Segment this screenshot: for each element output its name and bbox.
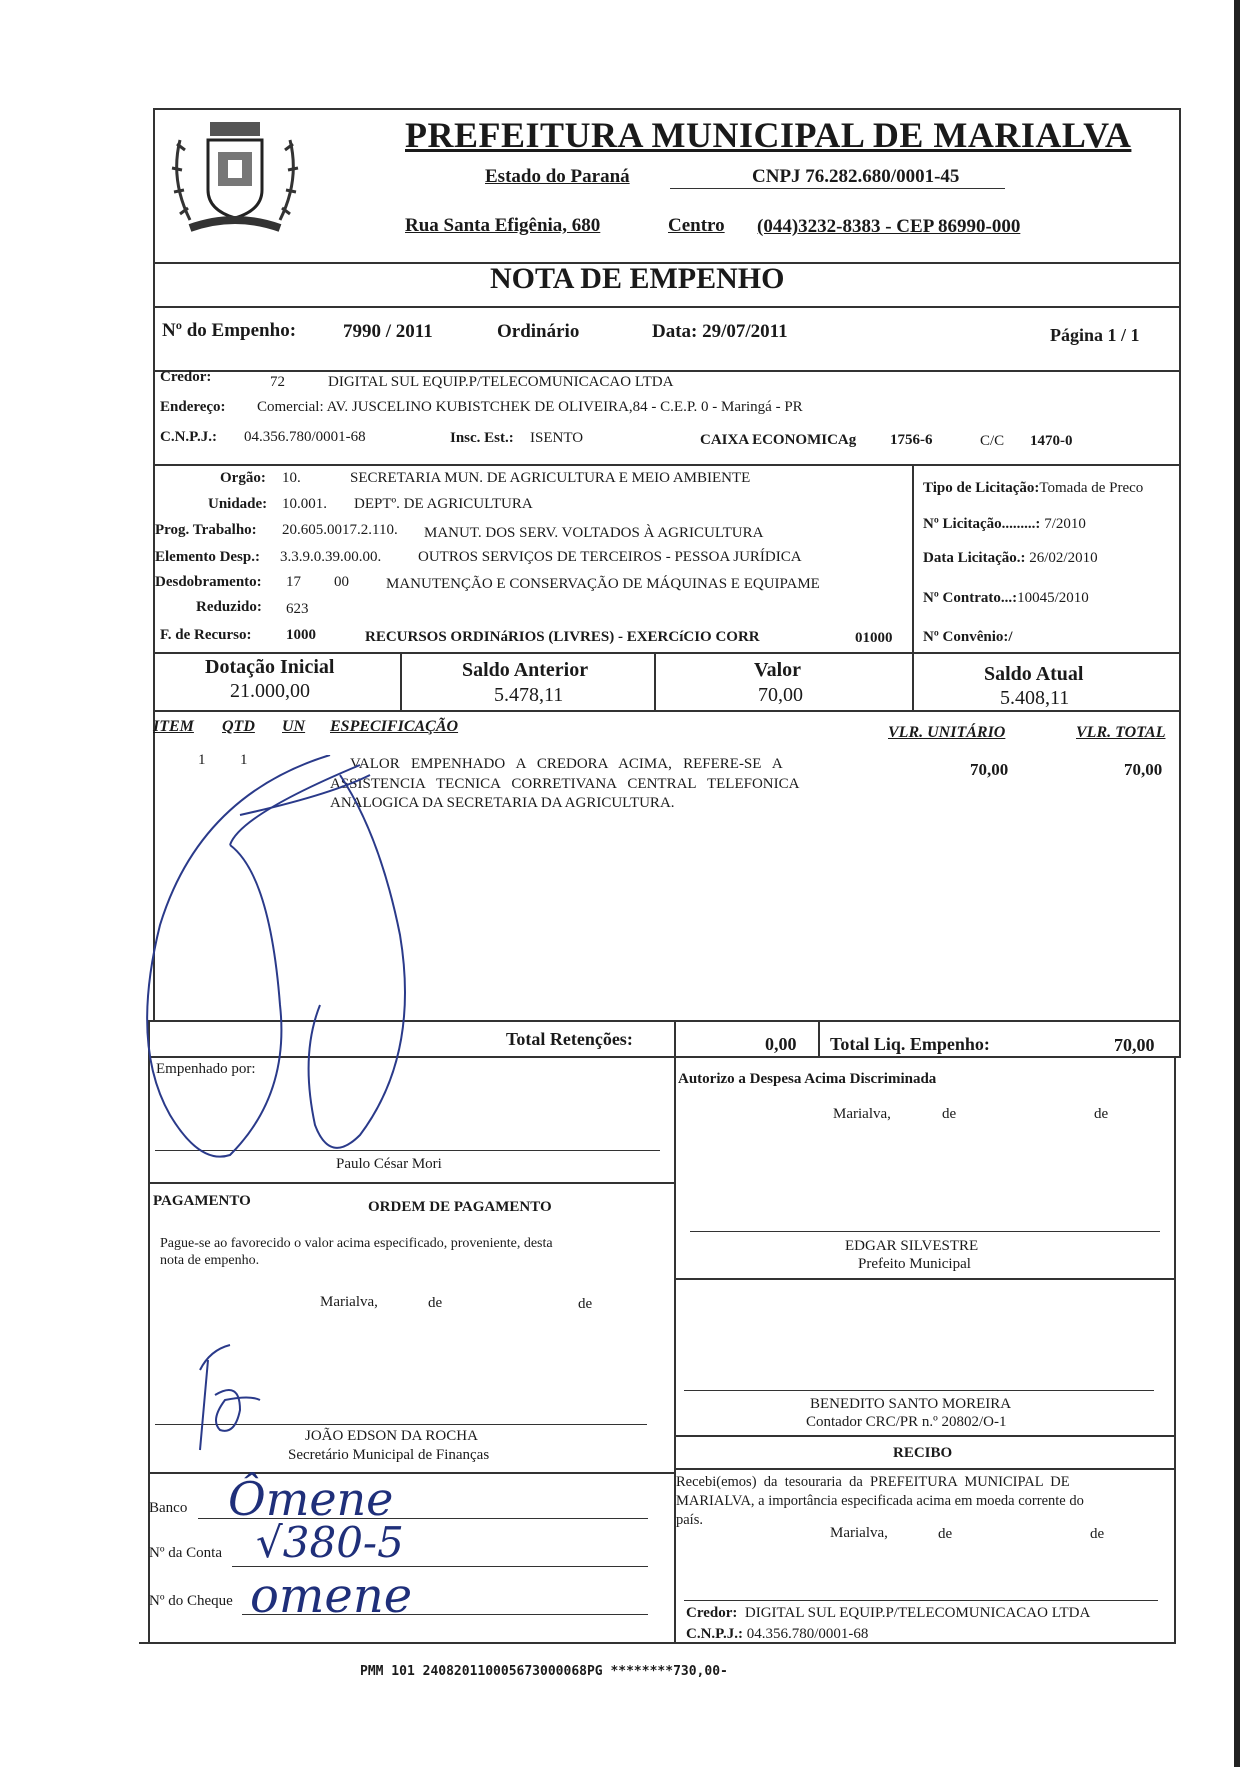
licitacao-contrato [923,590,1089,607]
bank-agency: 1756-6 [890,432,933,448]
reduzido-value: 623 [286,601,309,617]
recurso-label: F. de Recurso: [160,627,252,643]
empenho-number: 7990 / 2011 [343,321,433,342]
col-unit-header: VLR. UNITÁRIO [888,724,1006,741]
item-desc-line1: VALOR EMPENHADO A CREDORA ACIMA, REFERE-SE A [350,756,783,772]
saldo-atual-value: 5.408,11 [1000,687,1070,709]
pagamento-city: Marialva, [320,1294,378,1310]
saldo-atual-label: Saldo Atual [984,663,1084,685]
col-total-header: VLR. TOTAL [1076,724,1166,741]
item-number: 1 [198,752,206,768]
recibo-text-line1: Recebi(emos) da tesouraria da PREFEITURA MUNICIPAL DE [676,1474,1070,1490]
recibo-credor [686,1605,1090,1622]
cc-value: 1470-0 [1030,433,1073,449]
retencoes-value: 0,00 [765,1034,797,1054]
elem-code: 3.3.9.0.39.00.00. [280,549,382,565]
col-spec-header: ESPECIFICAÇÃO [330,718,459,735]
secretario-name: JOÃO EDSON DA ROCHA [305,1428,478,1444]
licitacao-data-label: Data Licitação.: [923,550,1026,566]
item-desc-line3: ANALOGICA DA SECRETARIA DA AGRICULTURA. [330,795,675,811]
saldo-anterior-label: Saldo Anterior [462,659,589,681]
recibo-title: RECIBO [893,1445,953,1461]
recibo-credor-label: Credor: [686,1605,738,1621]
contador-role: Contador CRC/PR n.º 20802/O-1 [806,1414,1007,1430]
ordem-pagamento-label: ORDEM DE PAGAMENTO [368,1199,552,1215]
convenio-label: Nº Convênio:/ [923,629,1013,645]
valor-value: 70,00 [758,684,803,706]
prefeito-name: EDGAR SILVESTRE [845,1238,979,1254]
empenhado-name: Paulo César Mori [336,1156,442,1172]
document-title: NOTA DE EMPENHO [490,262,785,295]
prog-label: Prog. Trabalho: [155,522,257,538]
insc-value: ISENTO [530,430,584,446]
scan-edge [1234,0,1240,1767]
recibo-text-line2: MARIALVA, a importância especificada acima em moeda corrente do [676,1493,1084,1509]
recibo-credor-value: DIGITAL SUL EQUIP.P/TELECOMUNICACAO LTDA [744,1605,1091,1621]
empenhado-signature [140,755,460,1175]
recurso-value: RECURSOS ORDINáRIOS (LIVRES) - EXERCíCIO CORR [365,629,760,645]
licitacao-data-value: 26/02/2010 [1029,550,1098,566]
prog-value: MANUT. DOS SERV. VOLTADOS À AGRICULTURA [424,525,764,541]
recurso-sub: 01000 [855,630,893,646]
reduzido-label: Reduzido: [196,599,262,615]
endereco-value: Comercial: AV. JUSCELINO KUBISTCHEK DE OLIVEIRA,84 - C.E.P. 0 - Maringá - PR [257,399,803,415]
pagamento-de2: de [578,1296,593,1312]
licitacao-tipo-value: Tomada de Preco [1039,480,1144,496]
unidade-value: DEPTº. DE AGRICULTURA [354,496,533,512]
recibo-text-line3: país. [676,1512,703,1528]
cheque-handwritten: omene [250,1568,413,1624]
pagamento-text-line2: nota de empenho. [160,1253,260,1268]
recurso-code: 1000 [286,627,316,643]
banco-label: Banco [149,1500,188,1516]
autorizo-de2: de [1094,1106,1109,1122]
col-item-header: ITEM [153,718,194,735]
orgao-code: 10. [282,470,301,486]
elem-label: Elemento Desp.: [155,549,260,565]
recibo-cnpj-label: C.N.P.J.: [686,1626,743,1642]
saldo-anterior-value: 5.478,11 [494,684,564,706]
conta-handwritten: √380-5 [256,1518,404,1567]
pagamento-label: PAGAMENTO [153,1193,251,1209]
item-desc-line2: ASSISTENCIA TECNICA CORRETIVANA CENTRAL TELEFONICA [330,776,800,792]
empenho-label: Nº do Empenho: [162,320,297,341]
cheque-label: Nº do Cheque [149,1593,233,1609]
state-label: Estado do Paraná [485,166,630,187]
col-un-header: UN [282,718,306,735]
credor-code: 72 [270,374,285,390]
coat-of-arms-logo [160,100,310,250]
recibo-de1: de [938,1526,953,1542]
retencoes-label: Total Retenções: [506,1029,633,1049]
secretario-signature [180,1340,290,1460]
items-right-border [1179,712,1181,1022]
autorizo-city: Marialva, [833,1106,891,1122]
unidade-label: Unidade: [208,496,268,512]
address-label: Rua Santa Efigênia, 680 [405,215,601,236]
recibo-cnpj-value: 04.356.780/0001-68 [746,1626,869,1642]
desd-label: Desdobramento: [155,574,262,590]
empenhado-label: Empenhado por: [156,1061,256,1077]
recibo-de2: de [1090,1526,1105,1542]
credor-name: DIGITAL SUL EQUIP.P/TELECOMUNICACAO LTDA [328,374,674,390]
secretario-role: Secretário Municipal de Finanças [288,1447,490,1463]
licitacao-data [923,550,1098,567]
cnpj-header: CNPJ 76.282.680/0001-45 [752,166,960,187]
cnpj-label: C.N.P.J.: [160,429,217,445]
endereco-label: Endereço: [160,399,226,415]
page-title: PREFEITURA MUNICIPAL DE MARIALVA [405,115,1132,155]
cnpj-value: 04.356.780/0001-68 [244,429,366,445]
contrato-label: Nº Contrato...: [923,590,1018,606]
page-number: Página 1 / 1 [1050,325,1140,345]
contrato-value: 10045/2010 [1017,590,1089,606]
licitacao-num-value: 7/2010 [1044,516,1086,532]
recibo-cnpj [686,1626,868,1643]
col-qtd-header: QTD [222,718,255,735]
licitacao-tipo [923,480,1143,497]
licitacao-tipo-label: Tipo de Licitação: [923,480,1040,496]
district-label: Centro [668,215,725,236]
empenho-date: Data: 29/07/2011 [652,321,788,342]
valor-label: Valor [754,659,802,681]
insc-label: Insc. Est.: [450,430,514,446]
autorizo-title: Autorizo a Despesa Acima Discriminada [678,1071,937,1087]
item-total-value: 70,00 [1124,760,1163,779]
cc-label: C/C [980,433,1005,449]
licitacao-num-label: Nº Licitação.........: [923,516,1041,532]
orgao-label: Orgão: [220,470,266,486]
bank-name: CAIXA ECONOMICAg [700,432,857,448]
autorizo-de1: de [942,1106,957,1122]
pagamento-text-line1: Pague-se ao favorecido o valor acima especificado, proveniente, desta [160,1236,553,1251]
elem-value: OUTROS SERVIÇOS DE TERCEIROS - PESSOA JURÍDICA [418,549,802,565]
conta-label: Nº da Conta [149,1545,222,1561]
dotacao-value: 21.000,00 [230,680,310,702]
dotacao-label: Dotação Inicial [205,656,335,678]
phone-cep-label: (044)3232-8383 - CEP 86990-000 [757,216,1021,237]
orgao-value: SECRETARIA MUN. DE AGRICULTURA E MEIO AMBIENTE [350,470,751,486]
footer-code: PMM 101 240820110005673000068PG ********730,00- [360,1664,728,1679]
desd-code: 17 [286,574,301,590]
credor-label: Credor: [160,369,212,385]
unidade-code: 10.001. [282,496,327,512]
prog-code: 20.605.0017.2.110. [282,522,398,538]
desd-sub: 00 [334,574,349,590]
licitacao-numero [923,516,1086,533]
liquido-value: 70,00 [1114,1035,1155,1055]
contador-name: BENEDITO SANTO MOREIRA [810,1396,1012,1412]
banco-handwritten: Ômene [228,1472,394,1526]
item-unit-value: 70,00 [970,760,1009,779]
prefeito-role: Prefeito Municipal [858,1256,971,1272]
pagamento-de1: de [428,1295,443,1311]
recibo-city: Marialva, [830,1525,888,1541]
empenho-type: Ordinário [497,321,580,342]
desd-value: MANUTENÇÃO E CONSERVAÇÃO DE MÁQUINAS E EQUIPAME [386,576,820,592]
item-qtd: 1 [240,752,248,768]
liquido-label: Total Liq. Empenho: [830,1034,990,1054]
